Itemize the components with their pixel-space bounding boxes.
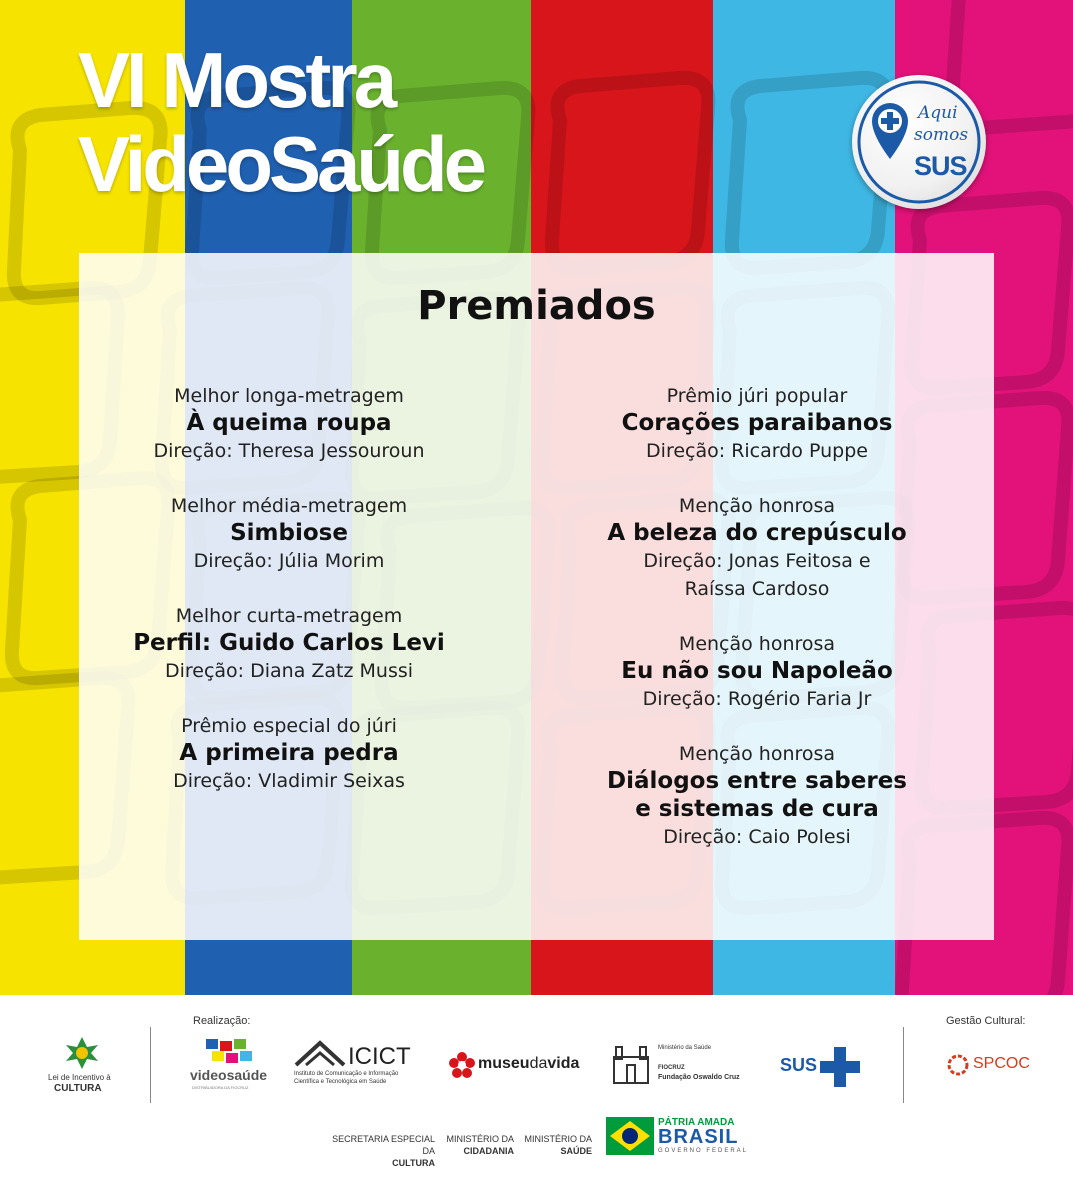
cidadania-text-2: CIDADANIA — [463, 1146, 514, 1156]
award-category: Menção honrosa — [678, 743, 836, 765]
award-item — [79, 713, 499, 795]
plus-cross-icon — [820, 1047, 860, 1087]
award-category: Menção honrosa — [678, 633, 836, 655]
award-item — [547, 383, 967, 465]
award-category: Menção honrosa — [678, 495, 836, 517]
sponsors-footer — [0, 995, 1073, 1200]
museu-flower-icon — [448, 1051, 476, 1079]
cidadania-text-1: MINISTÉRIO DA — [446, 1134, 514, 1144]
winners-right-column — [547, 383, 967, 879]
icict-sub-1: Instituto de Comunicação e Informação — [294, 1071, 399, 1077]
videosaude-icon — [204, 1037, 260, 1065]
award-director: Direção: Jonas Feitosa e — [643, 550, 871, 572]
museu-text-2: da — [529, 1055, 548, 1072]
icict-sub-2: Científica e Tecnológica em Saúde — [294, 1079, 387, 1085]
saude-text-2: SAÚDE — [560, 1146, 592, 1156]
award-category: Prêmio júri popular — [666, 385, 848, 407]
brazil-flag-icon — [606, 1117, 654, 1155]
museu-da-vida-logo — [448, 1051, 588, 1085]
museu-text-3: vida — [547, 1055, 580, 1072]
badge-text-somos: somos — [914, 125, 969, 145]
award-director-line-2: Raíssa Cardoso — [684, 578, 830, 600]
winners-left-column — [79, 383, 499, 823]
award-director: Direção: Rogério Faria Jr — [642, 688, 872, 710]
icict-name: ICICT — [348, 1043, 411, 1070]
sus-logo — [780, 1047, 864, 1087]
award-director: Direção: Caio Polesi — [663, 826, 851, 848]
lei-incentivo-cultura-logo — [44, 1035, 124, 1099]
award-item — [547, 631, 967, 713]
winners-panel — [79, 253, 994, 940]
secretaria-cultura-label — [318, 1133, 435, 1169]
award-director: Direção: Theresa Jessouroun — [153, 440, 425, 462]
lei-text-1: Lei de Incentivo à — [48, 1073, 111, 1082]
award-category: Prêmio especial do júri — [181, 715, 397, 737]
panel-heading: Premiados — [417, 283, 656, 329]
award-director: Direção: Diana Zatz Mussi — [164, 660, 414, 682]
footer-divider — [903, 1027, 904, 1103]
videosaude-logo — [190, 1037, 270, 1097]
gestao-cultural-label: Gestão Cultural: — [946, 1015, 1026, 1027]
award-item — [547, 493, 967, 603]
award-film: Eu não sou Napoleão — [621, 658, 893, 684]
award-item — [79, 383, 499, 465]
fiocruz-ministry: Ministério da Saúde — [658, 1045, 712, 1051]
sus-text: SUS — [780, 1055, 818, 1075]
lei-text-2: CULTURA — [54, 1083, 102, 1094]
award-category: Melhor curta-metragem — [175, 605, 403, 627]
fiocruz-castle-icon — [612, 1043, 650, 1085]
museu-text-1: museu — [478, 1055, 530, 1072]
title-line-1: VI Mostra — [78, 36, 394, 124]
patria-amada-text: PÁTRIA AMADA — [658, 1117, 735, 1128]
videosaude-name: videosaúde — [190, 1067, 268, 1083]
secretaria-text-1: SECRETARIA ESPECIAL DA — [332, 1134, 435, 1156]
secretaria-text-2: CULTURA — [392, 1158, 435, 1168]
brasil-text: BRASIL — [658, 1126, 739, 1148]
event-title — [78, 38, 483, 206]
title-line-2: VideoSaúde — [78, 120, 484, 208]
award-film: Diálogos entre saberes — [607, 768, 907, 794]
fiocruz-text-1: FIOCRUZ — [658, 1065, 685, 1071]
fiocruz-text-2: Fundação Oswaldo Cruz — [658, 1074, 740, 1081]
patria-amada-brasil-logo — [606, 1117, 749, 1157]
award-film: Simbiose — [230, 520, 348, 546]
icict-logo — [294, 1037, 424, 1097]
award-film-line-2: e sistemas de cura — [635, 796, 879, 822]
award-item — [79, 603, 499, 685]
governo-federal-text: GOVERNO FEDERAL — [658, 1148, 749, 1154]
spcoc-logo — [946, 1053, 1036, 1081]
spcoc-gear-icon — [946, 1053, 970, 1077]
award-film: A primeira pedra — [179, 740, 399, 766]
ministerio-cidadania-label — [442, 1133, 514, 1157]
award-item — [79, 493, 499, 575]
spcoc-text: SPCOC — [973, 1055, 1030, 1072]
award-item — [547, 741, 967, 851]
aqui-somos-sus-badge — [852, 75, 986, 209]
videosaude-sub: DISTRIBUIDORA DA FIOCRUZ — [192, 1085, 249, 1090]
museu-name — [478, 1055, 579, 1073]
star-flower-icon — [62, 1035, 102, 1071]
footer-divider — [150, 1027, 151, 1103]
award-film: A beleza do crepúsculo — [607, 520, 907, 546]
award-category: Melhor longa-metragem — [174, 385, 404, 407]
badge-text-sus: SUS — [914, 151, 967, 181]
award-director: Direção: Júlia Morim — [193, 550, 385, 572]
award-film: Corações paraibanos — [621, 410, 893, 436]
icict-roof-icon — [294, 1039, 346, 1067]
ministerio-saude-label — [520, 1133, 592, 1157]
fiocruz-logo — [612, 1043, 752, 1093]
award-director: Direção: Vladimir Seixas — [173, 770, 405, 792]
award-film: Perfil: Guido Carlos Levi — [133, 630, 445, 656]
award-film: À queima roupa — [186, 410, 392, 436]
realizacao-label: Realização: — [193, 1015, 251, 1027]
saude-text-1: MINISTÉRIO DA — [524, 1134, 592, 1144]
award-director: Direção: Ricardo Puppe — [646, 440, 868, 462]
badge-text-aqui: Aqui — [918, 103, 958, 123]
award-category: Melhor média-metragem — [170, 495, 408, 517]
